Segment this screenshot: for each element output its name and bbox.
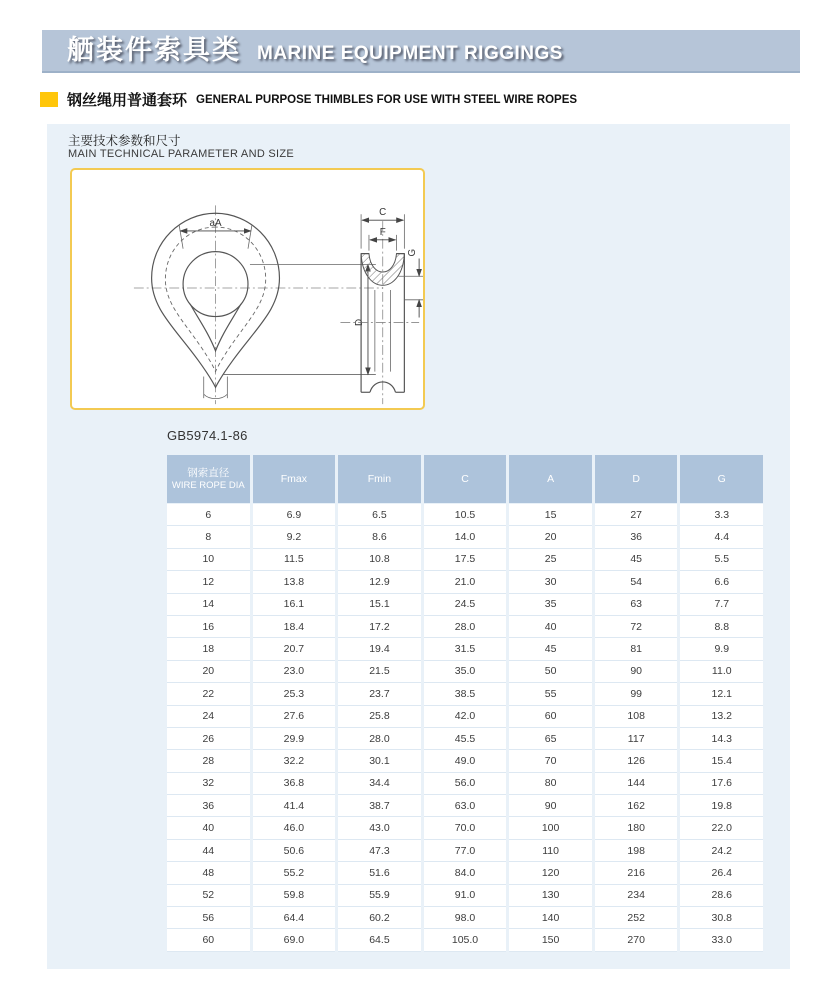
dim-label-G: G — [407, 248, 419, 257]
table-cell: 27.6 — [253, 706, 336, 728]
table-cell: 22 — [167, 683, 250, 705]
table-cell: 8.6 — [338, 526, 421, 548]
table-cell: 6 — [167, 504, 250, 526]
table-row — [167, 526, 763, 548]
table-cell: 19.8 — [680, 795, 763, 817]
table-cell: 180 — [595, 817, 678, 839]
yellow-square-bullet-icon — [40, 92, 58, 107]
table-cell: 64.5 — [338, 929, 421, 951]
table-cell: 16.1 — [253, 594, 336, 616]
table-cell: 13.8 — [253, 571, 336, 593]
table-cell: 11.0 — [680, 661, 763, 683]
table-row — [167, 594, 763, 616]
table-cell: 11.5 — [253, 549, 336, 571]
table-cell: 24.2 — [680, 840, 763, 862]
table-cell: 25.3 — [253, 683, 336, 705]
table-row — [167, 706, 763, 728]
table-cell: 3.3 — [680, 504, 763, 526]
table-cell: 162 — [595, 795, 678, 817]
table-cell: 10.8 — [338, 549, 421, 571]
table-cell: 52 — [167, 885, 250, 907]
table-header-cell: 钢索直径 WIRE ROPE DIA — [167, 455, 250, 503]
table-cell: 33.0 — [680, 929, 763, 951]
table-cell: 10 — [167, 549, 250, 571]
table-cell: 26 — [167, 728, 250, 750]
dim-label-D: D — [354, 318, 366, 326]
table-cell: 15.4 — [680, 750, 763, 772]
section-subtitle — [40, 90, 577, 108]
table-cell: 51.6 — [338, 862, 421, 884]
table-cell: 6.5 — [338, 504, 421, 526]
table-cell: 72 — [595, 616, 678, 638]
table-cell: 216 — [595, 862, 678, 884]
table-cell: 270 — [595, 929, 678, 951]
table-cell: 21.0 — [424, 571, 507, 593]
parameter-label-en: MAIN TECHNICAL PARAMETER AND SIZE — [68, 148, 295, 160]
table-cell: 30 — [509, 571, 592, 593]
table-cell: 36 — [167, 795, 250, 817]
table-row — [167, 661, 763, 683]
table-cell: 25.8 — [338, 706, 421, 728]
table-cell: 50.6 — [253, 840, 336, 862]
table-cell: 80 — [509, 773, 592, 795]
table-cell: 12 — [167, 571, 250, 593]
table-cell: 252 — [595, 907, 678, 929]
table-cell: 30.8 — [680, 907, 763, 929]
table-cell: 20.7 — [253, 638, 336, 660]
table-cell: 30.1 — [338, 750, 421, 772]
table-cell: 32 — [167, 773, 250, 795]
table-cell: 120 — [509, 862, 592, 884]
spec-table — [167, 455, 763, 952]
table-cell: 117 — [595, 728, 678, 750]
table-row — [167, 795, 763, 817]
table-cell: 41.4 — [253, 795, 336, 817]
table-header-cell: Fmax — [253, 455, 336, 503]
table-cell: 10.5 — [424, 504, 507, 526]
table-cell: 60.2 — [338, 907, 421, 929]
subtitle-en: GENERAL PURPOSE THIMBLES FOR USE WITH STEEL WIRE ROPES — [196, 94, 578, 106]
table-cell: 55.9 — [338, 885, 421, 907]
table-cell: 12.1 — [680, 683, 763, 705]
table-row — [167, 907, 763, 929]
table-row — [167, 571, 763, 593]
table-cell: 42.0 — [424, 706, 507, 728]
table-row — [167, 840, 763, 862]
table-cell: 4.4 — [680, 526, 763, 548]
table-cell: 6.9 — [253, 504, 336, 526]
table-cell: 48 — [167, 862, 250, 884]
table-row — [167, 929, 763, 951]
table-cell: 90 — [509, 795, 592, 817]
table-cell: 9.9 — [680, 638, 763, 660]
table-row — [167, 862, 763, 884]
table-cell: 35.0 — [424, 661, 507, 683]
table-cell: 55 — [509, 683, 592, 705]
table-cell: 60 — [167, 929, 250, 951]
table-cell: 9.2 — [253, 526, 336, 548]
table-cell: 12.9 — [338, 571, 421, 593]
table-cell: 17.6 — [680, 773, 763, 795]
page-banner — [42, 30, 800, 73]
table-cell: 17.5 — [424, 549, 507, 571]
subtitle-zh: 钢丝绳用普通套环 — [67, 91, 188, 109]
table-cell: 28.6 — [680, 885, 763, 907]
table-cell: 29.9 — [253, 728, 336, 750]
table-row — [167, 683, 763, 705]
table-cell: 24.5 — [424, 594, 507, 616]
table-cell: 14.3 — [680, 728, 763, 750]
table-cell: 28 — [167, 750, 250, 772]
table-header-cell: G — [680, 455, 763, 503]
table-cell: 35 — [509, 594, 592, 616]
table-cell: 100 — [509, 817, 592, 839]
thimble-front-view — [134, 205, 383, 404]
thimble-drawing — [72, 170, 423, 408]
table-header-cell: A — [509, 455, 592, 503]
table-cell: 7.7 — [680, 594, 763, 616]
table-cell: 63 — [595, 594, 678, 616]
table-cell: 56.0 — [424, 773, 507, 795]
table-row — [167, 817, 763, 839]
table-cell: 99 — [595, 683, 678, 705]
table-cell: 198 — [595, 840, 678, 862]
table-row — [167, 549, 763, 571]
parameter-label-zh: 主要技术参数和尺寸 — [68, 134, 181, 148]
table-cell: 45 — [595, 549, 678, 571]
table-cell: 90 — [595, 661, 678, 683]
table-cell: 5.5 — [680, 549, 763, 571]
table-cell: 19.4 — [338, 638, 421, 660]
table-cell: 21.5 — [338, 661, 421, 683]
table-cell: 15.1 — [338, 594, 421, 616]
table-cell: 108 — [595, 706, 678, 728]
table-cell: 17.2 — [338, 616, 421, 638]
table-row — [167, 638, 763, 660]
table-cell: 28.0 — [338, 728, 421, 750]
dim-label-aA: aA — [209, 218, 222, 230]
table-cell: 25 — [509, 549, 592, 571]
table-cell: 81 — [595, 638, 678, 660]
table-cell: 70.0 — [424, 817, 507, 839]
technical-drawing-box — [70, 168, 425, 410]
table-cell: 46.0 — [253, 817, 336, 839]
table-cell: 98.0 — [424, 907, 507, 929]
table-cell: 150 — [509, 929, 592, 951]
table-cell: 63.0 — [424, 795, 507, 817]
table-cell: 130 — [509, 885, 592, 907]
table-cell: 56 — [167, 907, 250, 929]
table-cell: 49.0 — [424, 750, 507, 772]
table-cell: 18.4 — [253, 616, 336, 638]
table-cell: 34.4 — [338, 773, 421, 795]
table-cell: 110 — [509, 840, 592, 862]
table-cell: 105.0 — [424, 929, 507, 951]
table-cell: 27 — [595, 504, 678, 526]
table-cell: 20 — [167, 661, 250, 683]
banner-title-zh: 舾装件索具类 — [67, 35, 241, 65]
table-cell: 44 — [167, 840, 250, 862]
table-header — [167, 455, 763, 503]
table-cell: 8 — [167, 526, 250, 548]
table-cell: 55.2 — [253, 862, 336, 884]
table-cell: 40 — [509, 616, 592, 638]
table-header-cell: Fmin — [338, 455, 421, 503]
table-cell: 40 — [167, 817, 250, 839]
table-cell: 54 — [595, 571, 678, 593]
table-cell: 45 — [509, 638, 592, 660]
table-cell: 43.0 — [338, 817, 421, 839]
table-cell: 234 — [595, 885, 678, 907]
table-row — [167, 750, 763, 772]
dim-label-C: C — [379, 207, 387, 219]
table-cell: 20 — [509, 526, 592, 548]
table-cell: 140 — [509, 907, 592, 929]
standard-number: GB5974.1-86 — [167, 428, 248, 443]
table-cell: 77.0 — [424, 840, 507, 862]
table-cell: 70 — [509, 750, 592, 772]
table-cell: 69.0 — [253, 929, 336, 951]
table-cell: 32.2 — [253, 750, 336, 772]
table-cell: 14.0 — [424, 526, 507, 548]
table-cell: 6.6 — [680, 571, 763, 593]
table-cell: 45.5 — [424, 728, 507, 750]
table-cell: 60 — [509, 706, 592, 728]
table-header-cell: D — [595, 455, 678, 503]
table-cell: 28.0 — [424, 616, 507, 638]
table-cell: 8.8 — [680, 616, 763, 638]
table-cell: 65 — [509, 728, 592, 750]
table-cell: 38.7 — [338, 795, 421, 817]
table-cell: 31.5 — [424, 638, 507, 660]
table-cell: 50 — [509, 661, 592, 683]
table-cell: 24 — [167, 706, 250, 728]
table-row — [167, 885, 763, 907]
table-cell: 126 — [595, 750, 678, 772]
table-cell: 18 — [167, 638, 250, 660]
table-cell: 38.5 — [424, 683, 507, 705]
table-cell: 14 — [167, 594, 250, 616]
table-cell: 36 — [595, 526, 678, 548]
table-cell: 144 — [595, 773, 678, 795]
table-row — [167, 773, 763, 795]
table-cell: 23.7 — [338, 683, 421, 705]
table-cell: 59.8 — [253, 885, 336, 907]
banner-title-en: MARINE EQUIPMENT RIGGINGS — [257, 42, 563, 64]
table-cell: 16 — [167, 616, 250, 638]
table-row — [167, 616, 763, 638]
table-row — [167, 504, 763, 526]
dim-label-F: F — [379, 226, 386, 238]
table-body — [167, 504, 763, 952]
table-cell: 84.0 — [424, 862, 507, 884]
table-cell: 22.0 — [680, 817, 763, 839]
table-cell: 26.4 — [680, 862, 763, 884]
table-cell: 91.0 — [424, 885, 507, 907]
table-cell: 23.0 — [253, 661, 336, 683]
table-cell: 47.3 — [338, 840, 421, 862]
table-row — [167, 728, 763, 750]
table-cell: 36.8 — [253, 773, 336, 795]
table-cell: 13.2 — [680, 706, 763, 728]
content-panel — [47, 124, 790, 969]
table-header-cell: C — [424, 455, 507, 503]
table-cell: 64.4 — [253, 907, 336, 929]
table-cell: 15 — [509, 504, 592, 526]
